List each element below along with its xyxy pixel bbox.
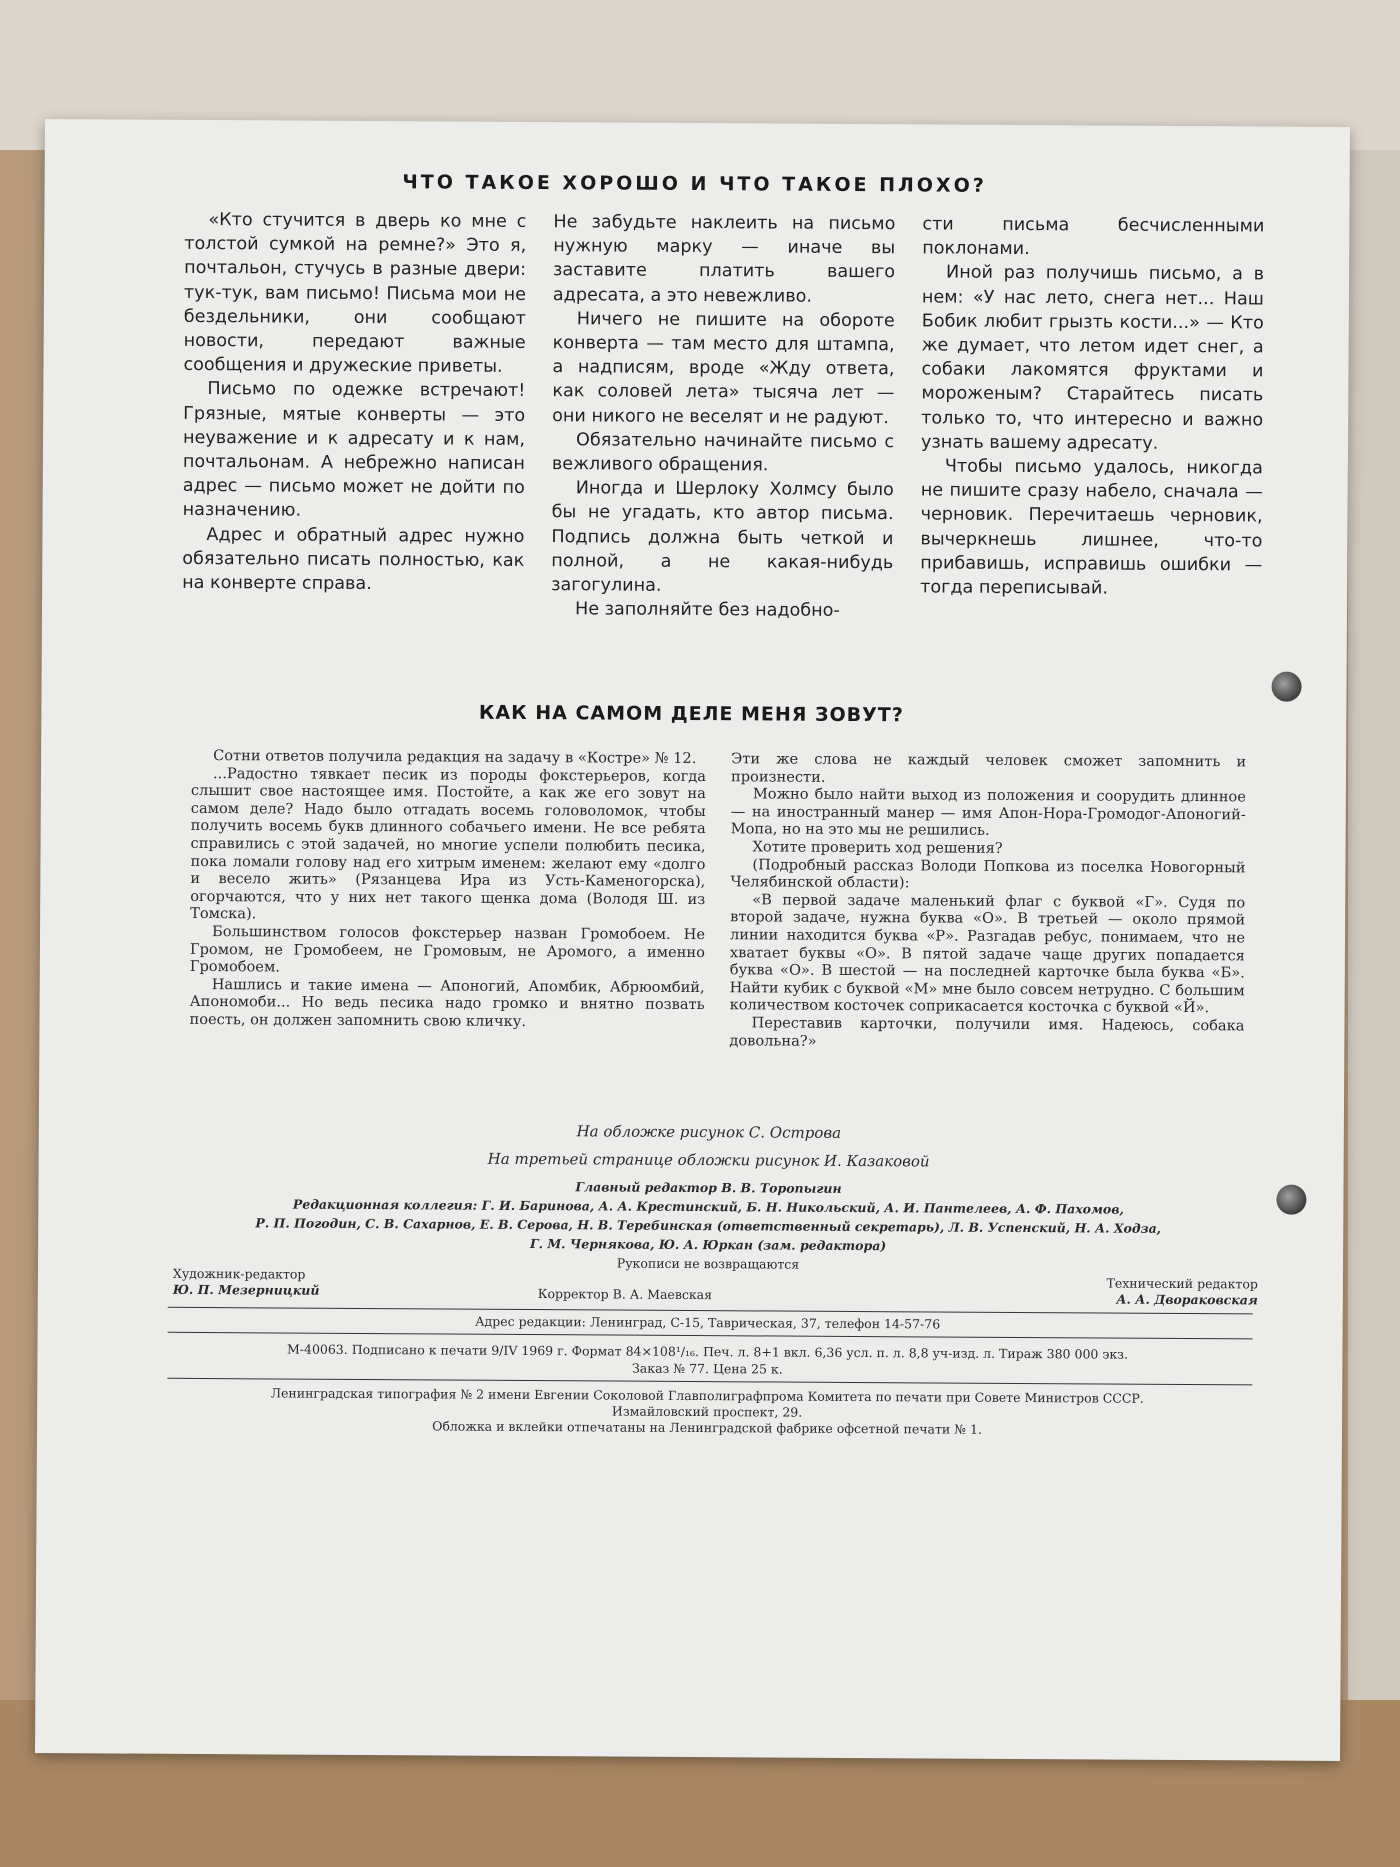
paragraph: Иной раз получишь письмо, а в нем: «У нас лето, снега нет... Наш Бобик любит грызть кости...» — Кто же думает, что летом идет снег, а собаки лакомятся фруктами и мороженым? Старайтесь писать только то, что интересно и важно узнать вашему адресату.: [920, 262, 1265, 454]
article2-column-left: [189, 747, 706, 1032]
editorial-address: Адрес редакции: Ленинград, С-15, Таврическая, 37, телефон 14-57-76: [475, 1313, 941, 1332]
paragraph: Письмо по одежке встречают! Грязные, мятые конверты — это неуважение и к адресату и к нам, почтальонам. А небрежно написан адрес — письмо может не дойти по назначению.: [182, 379, 526, 522]
editorial-board-line: Г. М. Чернякова, Ю. А. Юркан (зам. редактора): [529, 1236, 887, 1254]
paragraph: ...Радостно тявкает песик из породы фокстерьеров, когда слышит свое настоящее имя. Постойте, а как же его зовут на самом деле? Надо было отгадать восемь головоломок, чтобы получить восемь букв длинного собачьего имени. Не все ребята справились с этой задачей, но многие успели полюбить песика, пока ломали голову над его хитрым именем: желают ему «долго и весело жить» (Рязанцева Ира из Усть-Каменогорска), огорчаются, что у них нет такого щенка дома (Володя Ш. из Томска).: [190, 764, 707, 923]
divider: [168, 1332, 1253, 1340]
article1-column-3: [920, 212, 1264, 601]
punch-hole-icon: [1271, 672, 1301, 702]
article1-body: [182, 208, 1265, 622]
paragraph: Большинством голосов фокстерьер назван Громобоем. Не Громом, не Громобеем, не Громовым, не Аромого, а именно Громобоем.: [189, 923, 706, 976]
print-details: М-40063. Подписано к печати 9/IV 1969 г. Формат 84×108¹/₁₆. Печ. л. 8+1 вкл. 6,36 усл. п. л. 8,8 уч-изд. л. Тираж 380 000 экз.: [286, 1341, 1129, 1362]
paragraph: Нашлись и такие имена — Апоногий, Апомбик, Абрюомбий, Апономоби... Но ведь песика надо громко и внятно позвать поесть, он должен запомнить свою кличку.: [189, 975, 705, 1030]
paragraph: «В первой задаче маленький флаг с буквой «Г». Судя по второй задаче, нужна буква «О». В третьей — около прямой линии находится буква «Р». Разгадав ребус, понимаем, что не хватает буквы «О». В пятой задаче чаще других попадается буква «О». В шестой — на последней карточке была буква «Б». Найти кубик с буквой «М» мне было совсем нетрудно. С большим количеством косточек соприкасается косточка с буквой «Й».: [729, 891, 1246, 1017]
article2-column-right: [729, 750, 1246, 1052]
printer-address: Измайловский проспект, 29.: [611, 1403, 803, 1420]
paragraph: Хотите проверить ход решения?: [752, 838, 1003, 857]
paragraph: Не заполняйте без надобно-: [574, 599, 840, 622]
article1-column-2: [551, 210, 896, 624]
background-edge: [1348, 150, 1400, 1710]
editorial-board-line: Редакционная коллегия: Г. И. Баринова, А. А. Крестинский, Б. Н. Никольский, А. И. Пантелеев, А. Ф. Пахомов,: [292, 1196, 1124, 1217]
printer-info: Ленинградская типография № 2 имени Евгении Соколовой Главполиграфпрома Комитета по печати при Совете Министров СССР.: [270, 1385, 1144, 1406]
paragraph: Ничего не пишите на обороте конверта — там место для штампа, а надписям, вроде «Жду ответа, как соловей лета» тысяча лет — они никого не веселят и не радуют.: [552, 309, 895, 428]
punch-hole-icon: [1276, 1185, 1306, 1215]
chief-editor: Главный редактор В. В. Торопыгин: [575, 1179, 842, 1196]
magazine-page: [35, 119, 1350, 1761]
cover-credit: На обложке рисунок С. Острова: [576, 1122, 842, 1142]
tech-editor-label: Технический редактор: [1106, 1275, 1258, 1292]
third-cover-credit: На третьей странице обложки рисунок И. Казаковой: [487, 1149, 930, 1171]
imprint: [159, 1120, 1259, 1437]
article2-title: КАК НА САМОМ ДЕЛЕ МЕНЯ ЗОВУТ?: [478, 701, 904, 727]
article1-column-1: [182, 208, 526, 597]
paragraph: Сотни ответов получила редакция на задачу в «Костре» № 12.: [213, 747, 697, 768]
paragraph: «Кто стучится в дверь ко мне с толстой сумкой на ремне?» Это я, почтальон, стучусь в разные двери: тук-тук, вам письмо! Письма мои не бездельники, они сообщают новости, передают важные сообщения и дружеские приветы.: [183, 210, 527, 378]
article1-title: ЧТО ТАКОЕ ХОРОШО И ЧТО ТАКОЕ ПЛОХО?: [402, 171, 987, 197]
cover-printer-info: Обложка и вклейки отпечатаны на Ленинградской фабрике офсетной печати № 1.: [432, 1418, 982, 1437]
art-editor-label: Художник-редактор: [172, 1265, 306, 1282]
paragraph: Эти же слова не каждый человек сможет запомнить и произнести.: [730, 750, 1247, 786]
editorial-board-line: Р. П. Погодин, С. В. Сахарнов, Е. В. Серова, Н. В. Теребинская (ответственный секретарь), Л. В. Успенский, Н. А. Ходза,: [255, 1215, 1162, 1236]
paragraph: Не забудьте наклеить на письмо нужную марку — иначе вы заставите платить вашего адресата, а это невежливо.: [552, 212, 896, 307]
article2-body: [189, 747, 1281, 1050]
paragraph: Адрес и обратный адрес нужно обязательно писать полностью, как на конверте справа.: [182, 524, 525, 595]
paragraph: сти письма бесчисленными поклонами.: [922, 214, 1265, 260]
tech-editor-name: А. А. Двораковская: [1116, 1291, 1258, 1308]
paragraph: Можно было найти выход из положения и соорудить длинное — на иностранный манер — имя Апон-Нора-Громодог-Апоногий-Мопа, но на это мы не решились.: [730, 785, 1246, 840]
proofreader: Корректор В. А. Маевская: [537, 1286, 713, 1303]
art-editor-name: Ю. П. Мезерницкий: [172, 1281, 320, 1298]
order-price: Заказ № 77. Цена 25 к.: [631, 1360, 783, 1377]
paragraph: Чтобы письмо удалось, никогда не пишите сразу набело, сначала — черновик. Перечитаешь черновик, вычеркнешь лишнее, что-то прибавишь, исправишь ошибки — тогда переписывай.: [920, 456, 1263, 599]
manuscripts-note: Рукописи не возвращаются: [616, 1255, 800, 1272]
divider: [167, 1378, 1252, 1386]
paragraph: Переставив карточки, получили имя. Надеюсь, собака довольна?»: [729, 1014, 1245, 1050]
paragraph: Иногда и Шерлоку Холмсу было бы не угадать, кто автор письма. Подпись должна быть четкой и полной, а не какая-нибудь загогулина.: [551, 478, 894, 596]
paragraph: (Подробный рассказ Володи Попкова из поселка Новогорный Челябинской области):: [730, 855, 1246, 892]
paragraph: Обязательно начинайте письмо с вежливого обращения.: [551, 430, 895, 476]
